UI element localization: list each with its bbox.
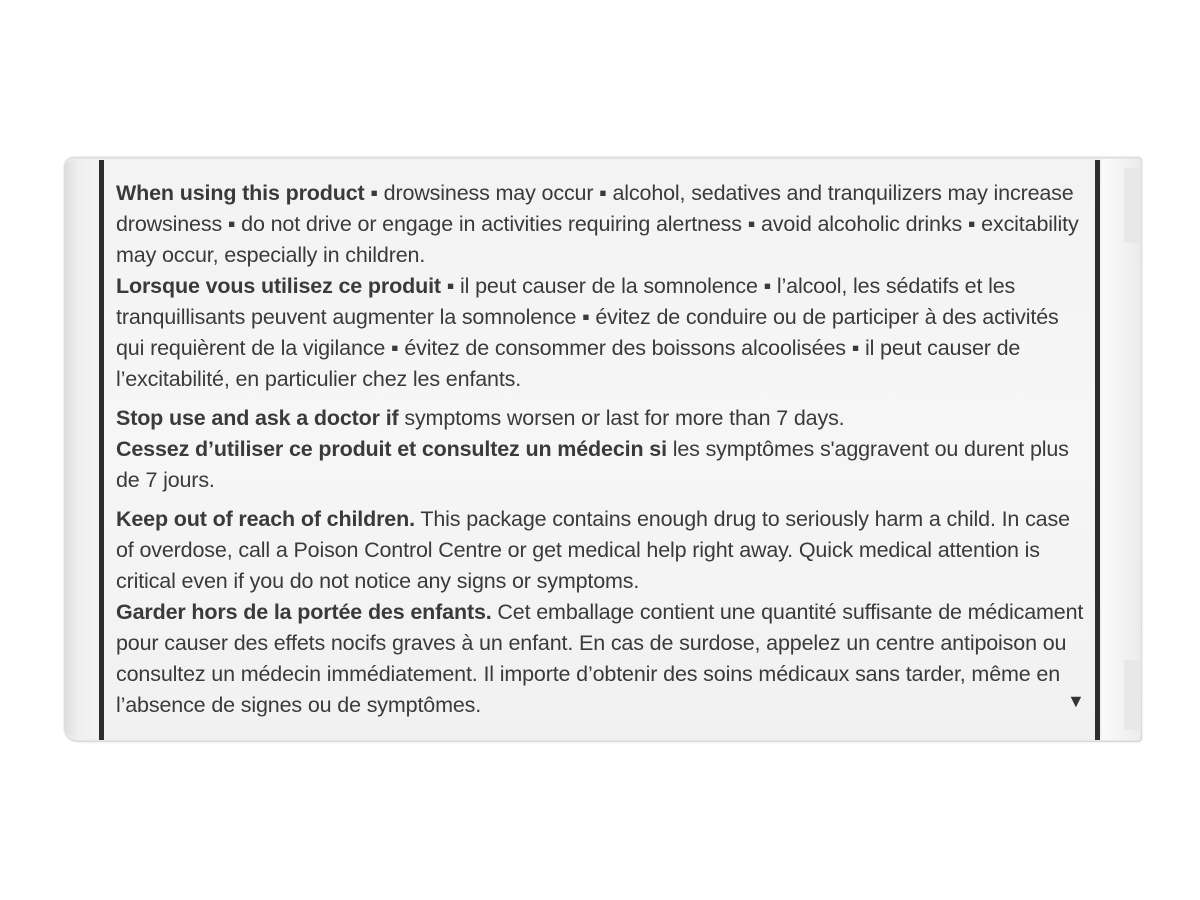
left-border-rule bbox=[99, 160, 104, 740]
package-flap-notch-bottom bbox=[1124, 660, 1140, 730]
warning-keep-out-en bbox=[116, 504, 1086, 597]
warning-body: ▪ drowsiness may occur ▪ alcohol, sedatives and tranquilizers may increase drowsiness ▪ do not drive or engage in activities requiring alertness ▪ avoid alcoholic drinks ▪ excitability may occur, especially in children. bbox=[116, 181, 1079, 267]
warning-body: symptoms worsen or last for more than 7 days. bbox=[398, 406, 845, 430]
package-flap-notch-top bbox=[1124, 168, 1140, 243]
warning-heading: Garder hors de la portée des enfants. bbox=[116, 600, 492, 624]
warning-stop-use-en bbox=[116, 403, 1086, 434]
warning-when-using-en bbox=[116, 178, 1086, 271]
warning-body: ▪ il peut causer de la somnolence ▪ l’alcool, les sédatifs et les tranquillisants peuvent augmenter la somnolence ▪ évitez de conduire ou de participer à des activités qui requièrent de la vigilance ▪ évitez de consommer des boissons alcoolisées ▪ il peut causer de l’excitabilité, en particulier chez les enfants. bbox=[116, 274, 1059, 391]
warning-body: Cet emballage contient une quantité suffisante de médicament pour causer des effets nocifs graves à un enfant. En cas de surdose, appelez un centre antipoison ou consultez un médecin immédiatement. Il importe d’obtenir des soins médicaux sans tarder, même en l’absence de signes ou de symptômes. bbox=[116, 600, 1084, 717]
warning-body: This package contains enough drug to seriously harm a child. In case of overdose, call a Poison Control Centre or get medical help right away. Quick medical attention is critical even if you do not notice any signs or symptoms. bbox=[116, 507, 1070, 593]
warnings-text-block bbox=[116, 178, 1086, 721]
package-right-flap bbox=[1102, 159, 1140, 740]
warning-body: les symptômes s'aggravent ou durent plus de 7 jours. bbox=[116, 437, 1069, 492]
warning-heading: When using this product bbox=[116, 181, 365, 205]
warning-heading: Cessez d’utiliser ce produit et consultez un médecin si bbox=[116, 437, 667, 461]
package-left-edge bbox=[64, 160, 100, 738]
warning-stop-use-fr bbox=[116, 434, 1086, 496]
right-border-rule bbox=[1095, 160, 1100, 740]
warning-heading: Keep out of reach of children. bbox=[116, 507, 415, 531]
warning-heading: Stop use and ask a doctor if bbox=[116, 406, 399, 430]
continue-arrow-icon: ▼ bbox=[1067, 691, 1085, 711]
warning-when-using-fr bbox=[116, 271, 1086, 395]
warning-keep-out-fr bbox=[116, 597, 1086, 721]
warning-heading: Lorsque vous utilisez ce produit bbox=[116, 274, 441, 298]
